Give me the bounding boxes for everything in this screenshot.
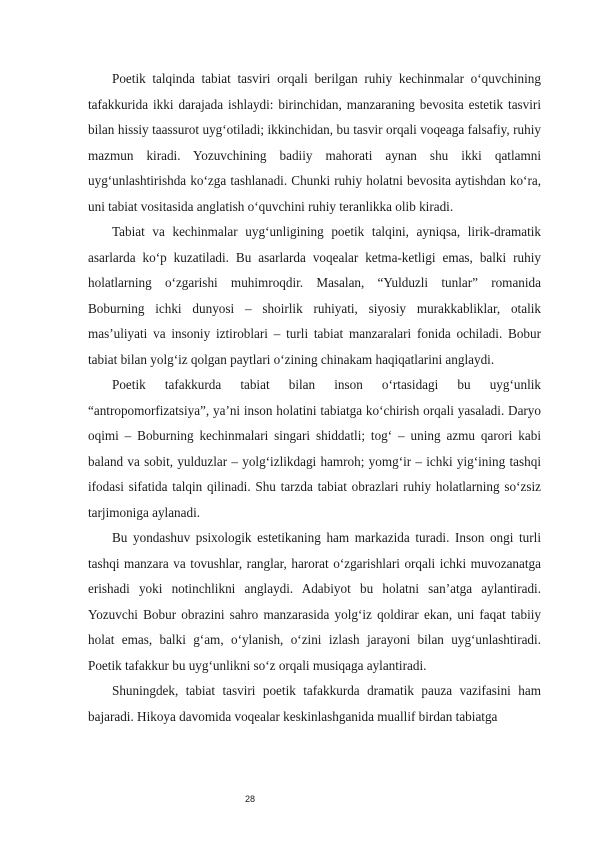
paragraph-1: Poetik talqinda tabiat tasviri orqali berilgan ruhiy kechinmalar o‘quvchining tafakkurida ikki darajada ishlaydi: birinchidan, manzaraning bevosita estetik tasviri bilan hissiy taassurot uyg‘otiladi; ikkinchidan, bu tasvir orqali voqeaga falsafiy, ruhiy mazmun kiradi. Yozuvchining badiiy mahorati aynan shu ikki qatlamni uyg‘unlashtirishda ko‘zga tashlanadi. Chunki ruhiy holatni bevosita aytishdan ko‘ra, uni tabiat vositasida anglatish o‘quvchini ruhiy teranlikka olib kiradi. <box>88 71 541 214</box>
paragraph-5: Shuningdek, tabiat tasviri poetik tafakkurda dramatik pauza vazifasini ham bajaradi. Hikoya davomida voqealar keskinlashganida muallif birdan tabiatga <box>88 683 541 724</box>
paragraph-3: Poetik tafakkurda tabiat bilan inson o‘rtasidagi bu uyg‘unlik “antropomorfizatsiya”, ya’ni inson holatini tabiatga ko‘chirish orqali yasaladi. Daryo oqimi – Boburning kechinmalari singari shiddatli; tog‘ – uning azmu qarori kabi baland va sobit, yulduzlar – yolg‘izlikdagi hamroh; yomg‘ir – ichki yig‘ining tashqi ifodasi sifatida talqin qilinadi. Shu tarzda tabiat obrazlari ruhiy holatlarning so‘zsiz tarjimoniga aylanadi. <box>88 377 541 520</box>
body-text <box>88 66 541 729</box>
paragraph-2: Tabiat va kechinmalar uyg‘unligining poetik talqini, ayniqsa, lirik-dramatik asarlarda ko‘p kuzatiladi. Bu asarlarda voqealar ketma-ketligi emas, balki ruhiy holatlarning o‘zgarishi muhimroqdir. Masalan, “Yulduzli tunlar” romanida Boburning ichki dunyosi – shoirlik ruhiyati, siyosiy murakkabliklar, otalik mas’uliyati va insoniy iztiroblari – turli tabiat manzaralari fonida ochiladi. Bobur tabiat bilan yolg‘iz qolgan paytlari o‘zining chinakam haqiqatlarini anglaydi. <box>88 224 541 367</box>
paragraph-4: Bu yondashuv psixologik estetikaning ham markazida turadi. Inson ongi turli tashqi manzara va tovushlar, ranglar, harorat o‘zgarishlari orqali ichki muvozanatga erishadi yoki notinchlikni anglaydi. Adabiyot bu holatni san’atga aylantiradi. Yozuvchi Bobur obrazini sahro manzarasida yolg‘iz qoldirar ekan, uni faqat tabiiy holat emas, balki g‘am, o‘ylanish, o‘zini izlash jarayoni bilan uyg‘unlashtiradi. Poetik tafakkur bu uyg‘unlikni so‘z orqali musiqaga aylantiradi. <box>88 530 541 673</box>
page-number: 28 <box>244 794 255 804</box>
